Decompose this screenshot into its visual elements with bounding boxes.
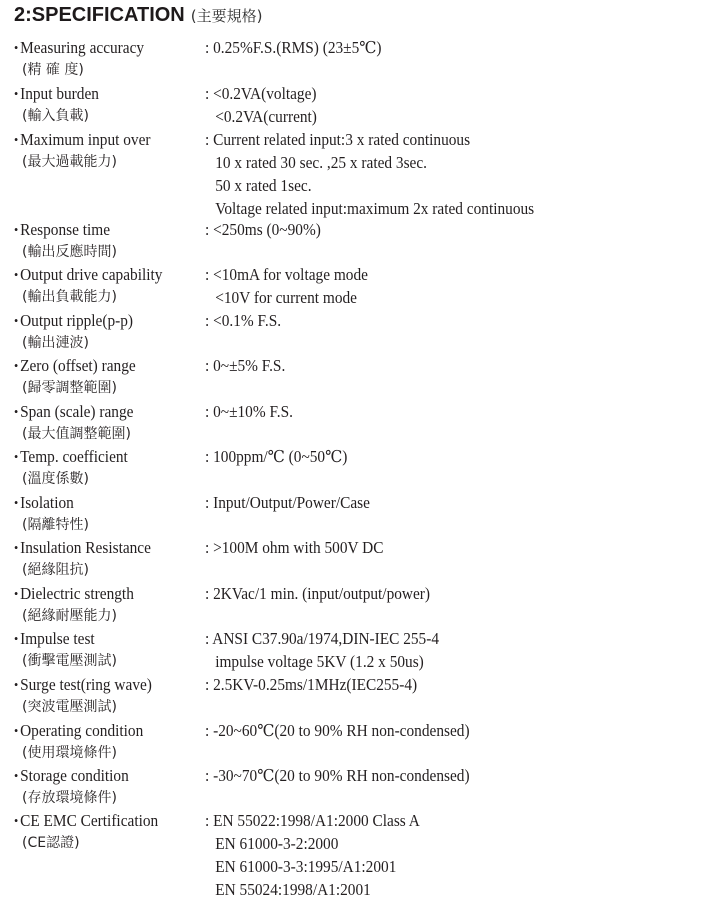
spec-label-en <box>14 764 196 787</box>
spec-label-zh: (最大過載能力) <box>22 154 117 170</box>
spec-value-line: : ANSI C37.90a/1974,DIN-IEC 255-4 <box>205 629 439 648</box>
spec-value <box>205 309 287 332</box>
spec-value-line: EN 55024:1998/A1:2001 <box>215 880 371 899</box>
spec-value-line: : EN 55022:1998/A1:2000 Class A <box>205 811 420 830</box>
spec-label <box>14 354 210 400</box>
spec-value-line: <10V for current mode <box>215 288 357 307</box>
spec-label-zh: (輸出漣波) <box>22 335 89 351</box>
spec-label <box>14 627 210 673</box>
spec-label-en-text: Measuring accuracy <box>20 38 145 57</box>
spec-label-zh: (存放環境條件) <box>22 790 117 806</box>
bullet-icon: • <box>14 540 19 555</box>
spec-label-en-text: Input burden <box>20 84 99 103</box>
spec-label <box>14 36 210 82</box>
spec-label <box>14 263 210 309</box>
spec-label-en <box>14 673 196 696</box>
spec-value <box>205 445 358 468</box>
spec-value-line: : 0~±10% F.S. <box>205 402 293 421</box>
spec-label-en-text: Output drive capability <box>20 265 163 284</box>
spec-label-zh: (使用環境條件) <box>22 745 117 761</box>
spec-label <box>14 673 210 719</box>
spec-label-en <box>14 445 196 468</box>
spec-label <box>14 491 210 537</box>
spec-label-zh: (突波電壓測試) <box>22 699 117 715</box>
spec-label-en <box>14 354 196 377</box>
spec-label-en-text: Response time <box>20 220 111 239</box>
spec-value <box>205 263 380 309</box>
bullet-icon: • <box>14 768 19 783</box>
section-title: 2:SPECIFICATION <box>14 4 185 26</box>
spec-label-en <box>14 263 196 286</box>
spec-label-en <box>14 719 196 742</box>
bullet-icon: • <box>14 495 19 510</box>
bullet-icon: • <box>14 86 19 101</box>
spec-value-line: : <0.2VA(voltage) <box>205 84 317 103</box>
spec-label-en <box>14 218 196 241</box>
spec-value <box>205 627 457 673</box>
spec-label-zh: (輸入負載) <box>22 108 89 124</box>
spec-value <box>205 809 436 901</box>
bullet-icon: • <box>14 132 19 147</box>
bullet-icon: • <box>14 404 19 419</box>
bullet-icon: • <box>14 586 19 601</box>
spec-value-line: : 2.5KV-0.25ms/1MHz(IEC255-4) <box>205 675 418 694</box>
bullet-icon: • <box>14 313 19 328</box>
spec-label <box>14 400 210 446</box>
spec-label-zh: (輸出負載能力) <box>22 289 117 305</box>
bullet-icon: • <box>14 813 19 828</box>
spec-value-line: EN 61000-3-3:1995/A1:2001 <box>215 857 397 876</box>
spec-label-en-text: Insulation Resistance <box>20 538 151 557</box>
spec-label-en-text: Dielectric strength <box>20 584 134 603</box>
bullet-icon: • <box>14 677 19 692</box>
spec-label-zh: (衝擊電壓測試) <box>22 653 117 669</box>
spec-label-zh: (輸出反應時間) <box>22 244 117 260</box>
spec-value-line: : <10mA for voltage mode <box>205 265 368 284</box>
spec-label <box>14 582 210 628</box>
spec-value <box>205 218 330 241</box>
spec-label <box>14 309 210 355</box>
spec-label-en <box>14 128 196 151</box>
spec-label <box>14 536 210 582</box>
spec-label <box>14 218 210 264</box>
spec-label-zh: (隔離特性) <box>22 517 89 533</box>
spec-value-line: 10 x rated 30 sec. ,25 x rated 3sec. <box>215 153 428 172</box>
spec-label <box>14 809 210 855</box>
spec-label-en-text: Isolation <box>20 493 74 512</box>
spec-value <box>205 764 489 787</box>
spec-label <box>14 764 210 810</box>
spec-value <box>205 36 395 59</box>
spec-label-zh: (絕緣耐壓能力) <box>22 608 117 624</box>
spec-value-line: : 2KVac/1 min. (input/output/power) <box>205 584 431 603</box>
spec-label-en <box>14 582 196 605</box>
spec-label-en-text: Temp. coefficient <box>20 447 128 466</box>
spec-value-line: : Input/Output/Power/Case <box>205 493 370 512</box>
spec-label-en <box>14 536 196 559</box>
spec-label-en-text: Maximum input over <box>20 130 151 149</box>
bullet-icon: • <box>14 631 19 646</box>
bullet-icon: • <box>14 222 19 237</box>
spec-label <box>14 82 210 128</box>
spec-value-line: : <250ms (0~90%) <box>205 220 321 239</box>
bullet-icon: • <box>14 358 19 373</box>
spec-value-line: : 0.25%F.S.(RMS) (23±5℃) <box>205 38 382 57</box>
spec-label <box>14 445 210 491</box>
spec-label-en-text: Operating condition <box>20 721 144 740</box>
spec-label-en-text: Surge test(ring wave) <box>20 675 152 694</box>
spec-label <box>14 719 210 765</box>
spec-value <box>205 673 433 696</box>
spec-label-en-text: Output ripple(p-p) <box>20 311 134 330</box>
bullet-icon: • <box>14 40 19 55</box>
bullet-icon: • <box>14 267 19 282</box>
spec-label-zh: (精 確 度) <box>22 62 84 78</box>
spec-label-en-text: Storage condition <box>20 766 129 785</box>
spec-label-zh: (溫度係數) <box>22 471 89 487</box>
spec-label-en-text: Zero (offset) range <box>20 356 136 375</box>
spec-value <box>205 536 397 559</box>
spec-value-line: : 100ppm/℃ (0~50℃) <box>205 447 348 466</box>
spec-label-zh: (歸零調整範圍) <box>22 380 117 396</box>
spec-value-line: : -30~70℃(20 to 90% RH non-condensed) <box>205 766 470 785</box>
spec-value-line: : <0.1% F.S. <box>205 311 282 330</box>
spec-label-en-text: Span (scale) range <box>20 402 134 421</box>
spec-label-en <box>14 36 196 59</box>
spec-label-en <box>14 809 196 832</box>
spec-label-en <box>14 627 196 650</box>
spec-value-line: Voltage related input:maximum 2x rated continuous <box>215 199 535 218</box>
spec-label-en-text: CE EMC Certification <box>20 811 159 830</box>
spec-value-line: 50 x rated 1sec. <box>215 176 312 195</box>
spec-value <box>205 354 291 377</box>
spec-label-en-text: Impulse test <box>20 629 95 648</box>
spec-value-line: : -20~60℃(20 to 90% RH non-condensed) <box>205 721 470 740</box>
bullet-icon: • <box>14 723 19 738</box>
spec-value <box>205 82 325 128</box>
spec-label-en <box>14 400 196 423</box>
spec-value-line: : Current related input:3 x rated continuous <box>205 130 471 149</box>
spec-value-line: impulse voltage 5KV (1.2 x 50us) <box>215 652 424 671</box>
spec-value <box>205 400 300 423</box>
spec-label-en <box>14 82 196 105</box>
spec-value <box>205 128 559 220</box>
spec-value-line: : >100M ohm with 500V DC <box>205 538 384 557</box>
bullet-icon: • <box>14 449 19 464</box>
spec-value-line: <0.2VA(current) <box>215 107 317 126</box>
section-subtitle: (主要規格) <box>190 7 263 25</box>
spec-value <box>205 582 447 605</box>
spec-value <box>205 719 489 742</box>
spec-value-line: EN 61000-3-2:2000 <box>215 834 339 853</box>
spec-value-line: : 0~±5% F.S. <box>205 356 286 375</box>
spec-label-zh: (絕緣阻抗) <box>22 562 89 578</box>
spec-value <box>205 491 382 514</box>
spec-label <box>14 128 210 174</box>
spec-label-en <box>14 491 196 514</box>
spec-label-zh: (CE認證) <box>22 835 80 851</box>
spec-label-en <box>14 309 196 332</box>
spec-label-zh: (最大值調整範圍) <box>22 426 131 442</box>
